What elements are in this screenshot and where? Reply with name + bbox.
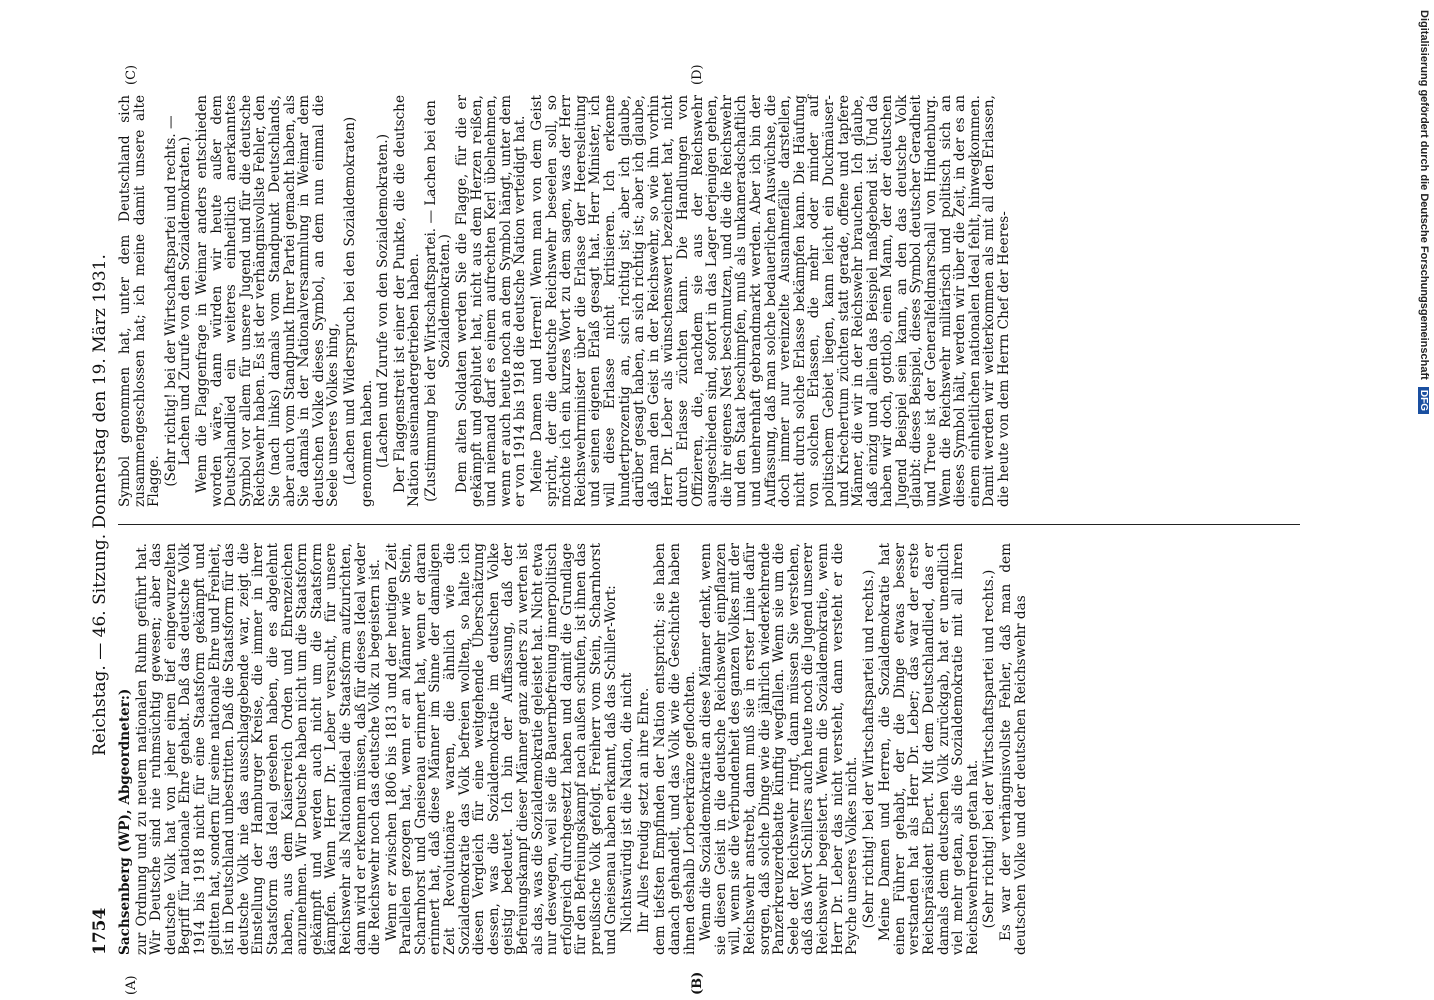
- paragraph: Wenn die Flaggenfrage in Weimar anders entschieden worden wäre, dann würden wir heute außer dem Deutschlandlied ein weiteres einheitlich anerkanntes Symbol vor allem für unsere Jugend und für die deutsche Reichswehr haben. Es ist der verhängnisvollste Fehler, den Sie (nach links) damals vom Standpunkt Deutschlands, aber auch vom Standpunkt Ihrer Partei gemacht haben, als Sie damals in der Nationalversammlung in Weimar dem deutschen Volke dieses Symbol, an dem nun einmal die Seele unseres Volkes hing,: [193, 95, 342, 507]
- verse-line: Ihr Alles freudig setzt an ihre Ehre.: [635, 687, 652, 933]
- paragraph: zur Ordnung und zu neuem nationalen Ruhm geführt hat. Wir Deutsche sind nie ruhmsüchtig gewesen; aber das deutsche Volk hat von jeher einen tief eingewurzelten Begriff für nationale Ehre gehabt. Daß das deutsche Volk 1914 bis 1918 nicht für eine Staatsform gekämpft und gelitten hat, sondern für seine nationale Ehre und Freiheit, ist in Deutschland unbestritten. Daß die Staatsform für das deutsche Volk nie das ausschlaggebende war, zeigt die Einstellung der Hamburger Kreise, die immer in ihrer Staatsform das Ideal gesehen haben, die es abgelehnt haben, aus dem Kaiserreich Orden und Ehrenzeichen anzunehmen. Wir Deutsche haben nicht um die Staatsform gekämpft und werden auch nicht um die Staatsform kämpfen. Wenn Herr Dr. Leber versucht, für unsere Reichswehr als Nationalideal die Staatsform aufzurichten, dann wird er erkennen müssen, daß für dieses Ideal weder die Reichswehr noch das deutsche Volk zu begeistern ist.: [133, 543, 384, 955]
- page-number: 1754: [90, 907, 110, 955]
- margin-marker-b: (B): [690, 971, 705, 995]
- interjection: (Lachen und Widerspruch bei den Sozialdemokraten): [341, 116, 358, 486]
- paragraph: Wenn die Sozialdemokratie an diese Männer denkt, wenn sie diesen Geist in die deutsche Reichswehr einpflanzen will, wenn sie die Verbundenheit des ganzen Volkes mit der Reichswehr anstrebt, dann muß sie in erster Linie dafür sorgen, daß solche Dinge wie die jährlich wiederkehrende Panzerkreuzerdebatte künftig wegfallen. Wenn sie um die Seele der Reichswehr ringt, dann müssen Sie verstehen, daß das Wort Schillers auch heute noch die Jugend unserer Reichswehr begeistert. Wenn die Sozialdemokratie, wenn Herr Dr. Leber das nicht versteht, dann versteht er die Psyche unseres Volkes nicht.: [698, 543, 861, 955]
- interjection: (Sehr richtig! bei der Wirtschaftspartei und rechts.): [981, 569, 998, 929]
- paragraph: Meine Damen und Herren, die Sozialdemokratie hat einen Führer gehabt, der die Dinge etwas besser verstanden hat als Herr Dr. Leber; das war der erste Reichspräsident Ebert. Mit dem Deutschlandlied, das er damals dem deutschen Volk zurückgab, hat er unendlich viel mehr getan, als die Sozialdemokratie mit all ihren Reichswehrreden getan hat.: [877, 543, 981, 955]
- interjection: (Zustimmung bei der Wirtschaftspartei. — Lachen bei den Sozialdemokraten.): [422, 100, 454, 502]
- paragraph: genommen haben.: [358, 379, 375, 507]
- paragraph: Der Flaggenstreit ist einer der Punkte, die die deutsche Nation auseinandergetrieben haben.: [391, 95, 423, 507]
- margin-marker-a: (A): [124, 975, 139, 995]
- digitization-credit: [1414, 10, 1434, 790]
- dfg-logo: DFG: [1418, 387, 1429, 414]
- interjection: (Sehr richtig! bei der Wirtschaftspartei und rechts. — Lachen und Zurufe von den Sozialdemokraten.): [162, 115, 194, 487]
- margin-marker-c: (C): [124, 64, 139, 85]
- verse-line: Nichtswürdig ist die Nation, die nicht: [619, 672, 636, 933]
- paragraph: dem tiefsten Empfinden der Nation entspricht; sie haben danach gehandelt, und das Volk wie die Geschichte haben ihnen deshalb Lorbeerkränze geflochten.: [652, 543, 698, 955]
- paragraph: Wenn er zwischen 1806 bis 1813 und der heutigen Zeit Parallelen gezogen hat, wenn er an Männer wie Stein, Scharnhorst und Gneisenau erinnert hat, wenn er daran erinnert hat, daß diese Männer im Sinne der damaligen Zeit Revolutionäre waren, die ähnlich wie die Sozialdemokratie das Volk befreien wollten, so halte ich diesen Vergleich für eine weitgehende Überschätzung dessen, was die Sozialdemokratie im deutschen Volke geistig bedeutet. Ich bin der Auffassung, daß der Befreiungskampf dieser Männer ganz anders zu werten ist als das, was die Sozialdemokratie geleistet hat. Nicht etwa nur deswegen, weil sie die Bauernbefreiung innerpolitisch erfolgreich durchgesetzt haben und damit die Grundlage für den Befreiungskampf nach außen schufen, ist ihnen das preußische Volk gefolgt. Freiherr vom Stein, Scharnhorst und Gneisenau haben erkannt, daß das Schiller-Wort:: [383, 543, 619, 955]
- interjection: (Sehr richtig! bei der Wirtschaftspartei und rechts.): [860, 569, 877, 929]
- paragraph: Dem alten Soldaten werden Sie die Flagge, für die er gekämpft und geblutet hat, nicht aus dem Herzen reißen, und niemand darf es einem aufrechten Kerl übelnehmen, wenn er auch heute noch an dem Symbol hängt, unter dem er von 1914 bis 1918 die deutsche Nation verteidigt hat.: [454, 95, 529, 507]
- page-header: [90, 55, 112, 955]
- margin-marker-d: (D): [690, 64, 705, 85]
- credit-text: Digitalisierung gefördert durch die Deutsche Forschungsgemeinschaft: [1418, 10, 1430, 380]
- column-divider: [118, 524, 1300, 525]
- left-column: [118, 543, 1300, 955]
- interjection: (Lachen und Zurufe von den Sozialdemokraten.): [375, 133, 392, 469]
- paragraph: Es war der verhängnisvollste Fehler, daß man dem deutschen Volke und der deutschen Reichswehr das: [998, 543, 1029, 955]
- speaker-line: Sachsenberg (WP), Abgeordneter:): [117, 688, 133, 955]
- document-page: [90, 55, 1300, 995]
- page-title: Reichstag. — 46. Sitzung. Donnerstag den 19. März 1931.: [90, 254, 110, 756]
- right-column: [118, 95, 1300, 507]
- paragraph: Symbol genommen hat, unter dem Deutschland sich zusammengeschlossen hat; ich meine damit unsere alte Flagge.: [117, 95, 163, 507]
- paragraph: Meine Damen und Herren! Wenn man von dem Geist spricht, der die deutsche Reichswehr beseelen soll, so möchte ich ein kurzes Wort zu dem sagen, was der Herr Reichswehrminister über die Erlasse der Heeresleitung und seinen eigenen Erlaß gesagt hat. Herr Minister, ich will diese Erlasse nicht kritisieren. Ich erkenne hundertprozentig an, sich richtig ist; aber ich glaube, darüber gesagt haben, an sich richtig ist; aber ich glaube, daß man den Geist in der Reichswehr, so wie ihn vorhin Herr Dr. Leber als wünschenswert bezeichnet hat, nicht durch Erlasse züchten kann. Die Handlungen von Offizieren, die, nachdem sie aus der Reichswehr ausgeschieden sind, sofort in das Lager derjenigen gehen, die ihr eigenes Nest beschmutzen, und die die Reichswehr und den Staat beschimpfen, muß als unkameradschaftlich und unehrenhaft gebrandmarkt werden. Aber ich bin der Auffassung, daß man solche bedauerlichen Auswüchse, die doch immer nur vereinzelte Ausnahmefälle darstellen, nicht durch solche Erlasse bekämpfen kann. Die Häufung von solchen Erlassen, die mehr oder minder auf politischem Gebiet liegen, kann leicht ein Duckmäuser- und Kriechertum züchten statt gerade, offene und tapfere Männer, die wir in der Reichswehr brauchen. Ich glaube, daß einzig und allein das Beispiel maßgebend ist. Und da haben wir doch, gottlob, einen Mann, der der deutschen Jugend Beispiel sein kann, an den das deutsche Volk glaubt: dieses Beispiel, dieses Symbol deutscher Geradheit und Treue ist der Generalfeldmarschall von Hindenburg. Wenn die Reichswehr militärisch und politisch sich an dieses Symbol hält, werden wir über die Zeit, in der es an einem einheitlichen nationalen Ideal fehlt, hinwegkommen. Damit werden wir weiterkommen als mit all den Erlassen, die heute von dem Herrn Chef der Heeres-: [529, 95, 1013, 507]
